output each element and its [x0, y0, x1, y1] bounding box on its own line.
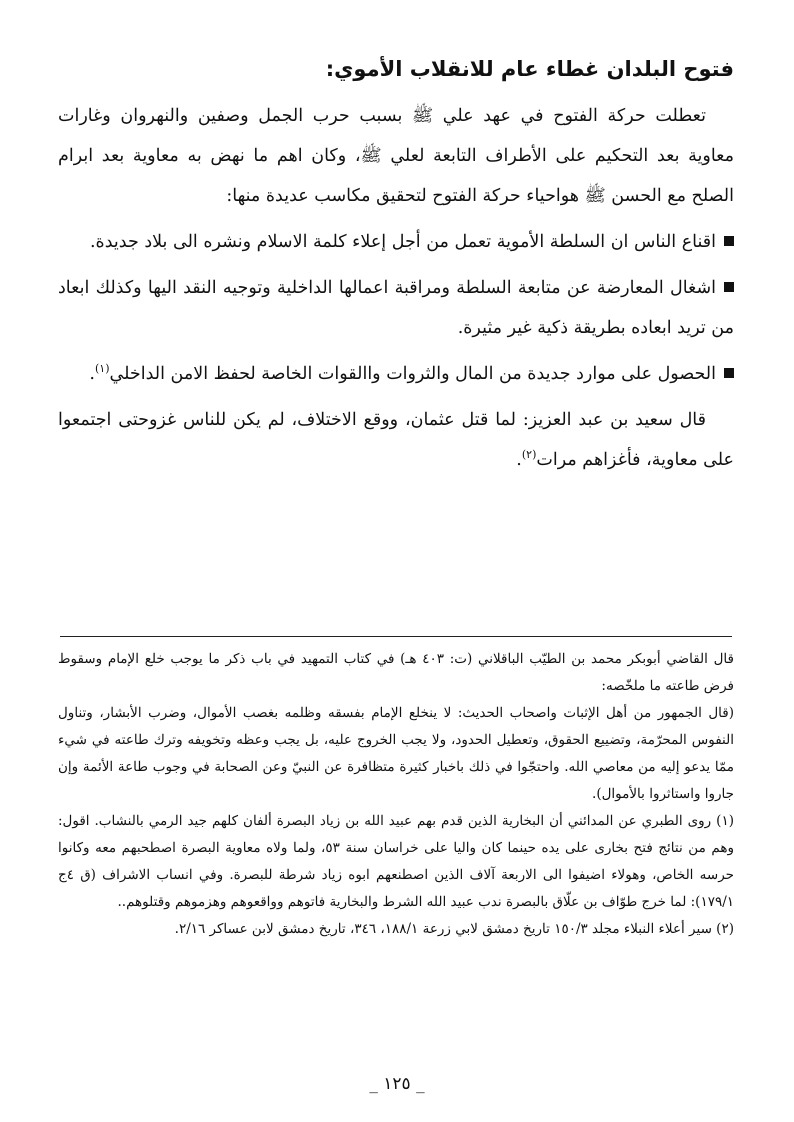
- footnote-2: (٢) سير أعلاء النبلاء مجلد ١٥٠/٣ تاريخ دمشق لابي زرعة ١٨٨/١، ٣٤٦، تاريخ دمشق لابن عساكر ٢/١٦.: [174, 921, 734, 937]
- footnotes: [58, 646, 734, 943]
- footnote-1: (١) روى الطبري عن المدائني أن البخارية الذين قدم بهم عبيد الله بن زياد البصرة ألفان كلهم جيد الرمي بالنشاب. اقول: وهم من نتائج فتح بخارى على يده حينما كان واليا على خراسان سنة ٥٣، ولما ولاه معاوية البصرة اصطحبهم معه وكانوا حرسه الخاص، وهولاء اضيفوا الى الاربعة آلاف الذين اصطنعهم ابوه زياد شرطة للبصرة. وفي انساب الاشراف (ق ٤ج ١٧٩/١): لما خرج طوّاف بن علّاق بالبصرة ندب عبيد الله الشرط والبخارية فاتوهم وواقعوهم وهزموهم وقتلوهم..: [58, 813, 734, 910]
- footnote-ref-1[interactable]: (١): [95, 362, 110, 376]
- bullet-item: [58, 222, 734, 262]
- bullet-item: [58, 268, 734, 348]
- footnote-ref-2[interactable]: (٢): [521, 448, 537, 462]
- footnote-quote: (قال الجمهور من أهل الإثبات واصحاب الحديث: لا ينخلع الإمام بفسقه وظلمه بغصب الأموال، وضرب الأبشار، وتناول النفوس المحرّمة، وتضييع الحقوق، وتعطيل الحدود، ولا يجب الخروج عليه، بل يجب وعظه وتخويفه وترك طاعته في شيء ممّا يدعو إليه من معاصي الله. واحتجّوا في ذلك باخبار كثيرة متظافرة عن النبيّ وعن الصحابة في وجوب طاعة الأئمة وإن جاروا واستاثروا بالأموال).: [58, 705, 734, 802]
- intro-paragraph: تعطلت حركة الفتوح في عهد علي ﷺ بسبب حرب الجمل وصفين والنهروان وغارات معاوية بعد التحكيم على الأطراف التابعة لعلي ﷺ، وكان اهم ما نهض به معاوية بعد ابرام الصلح مع الحسن ﷺ هواحياء حركة الفتوح لتحقيق مكاسب عديدة منها:: [58, 106, 734, 206]
- bullet-text: اقناع الناس ان السلطة الأموية تعمل من أجل إعلاء كلمة الاسلام ونشره الى بلاد جديدة.: [89, 232, 716, 252]
- bullet-end-punct: .: [89, 364, 95, 384]
- footnote-preamble: قال القاضي أبوبكر محمد بن الطيّب الباقلاني (ت: ٤٠٣ هـ) في كتاب التمهيد في باب ذكر ما يوجب خلع الإمام وسقوط فرض طاعته ما ملخّصه:: [58, 651, 734, 694]
- body-text: [58, 96, 734, 486]
- square-bullet-icon: [724, 368, 734, 378]
- square-bullet-icon: [724, 282, 734, 292]
- section-heading: فتوح البلدان غطاء عام للانقلاب الأموي:: [325, 57, 734, 81]
- quote-text: قال سعيد بن عبد العزيز: لما قتل عثمان، ووقع الاختلاف، لم يكن للناس غزوحتى اجتمعوا على معاوية، فأغزاهم مرات: [58, 410, 734, 470]
- footnote-divider: [60, 636, 732, 637]
- quote-end-punct: .: [516, 450, 522, 470]
- bullet-item: [58, 354, 734, 394]
- square-bullet-icon: [724, 236, 734, 246]
- bullet-text: الحصول على موارد جديدة من المال والثروات واالقوات الخاصة لحفظ الامن الداخلي: [109, 364, 716, 384]
- page-number: _ ١٢٥ _: [369, 1074, 425, 1094]
- bullet-text: اشغال المعارضة عن متابعة السلطة ومراقبة اعمالها الداخلية وتوجيه النقد اليها وكذلك ابعاد من تريد ابعاده بطريقة ذكية غير مثيرة.: [58, 278, 734, 338]
- quote-paragraph: [58, 400, 734, 480]
